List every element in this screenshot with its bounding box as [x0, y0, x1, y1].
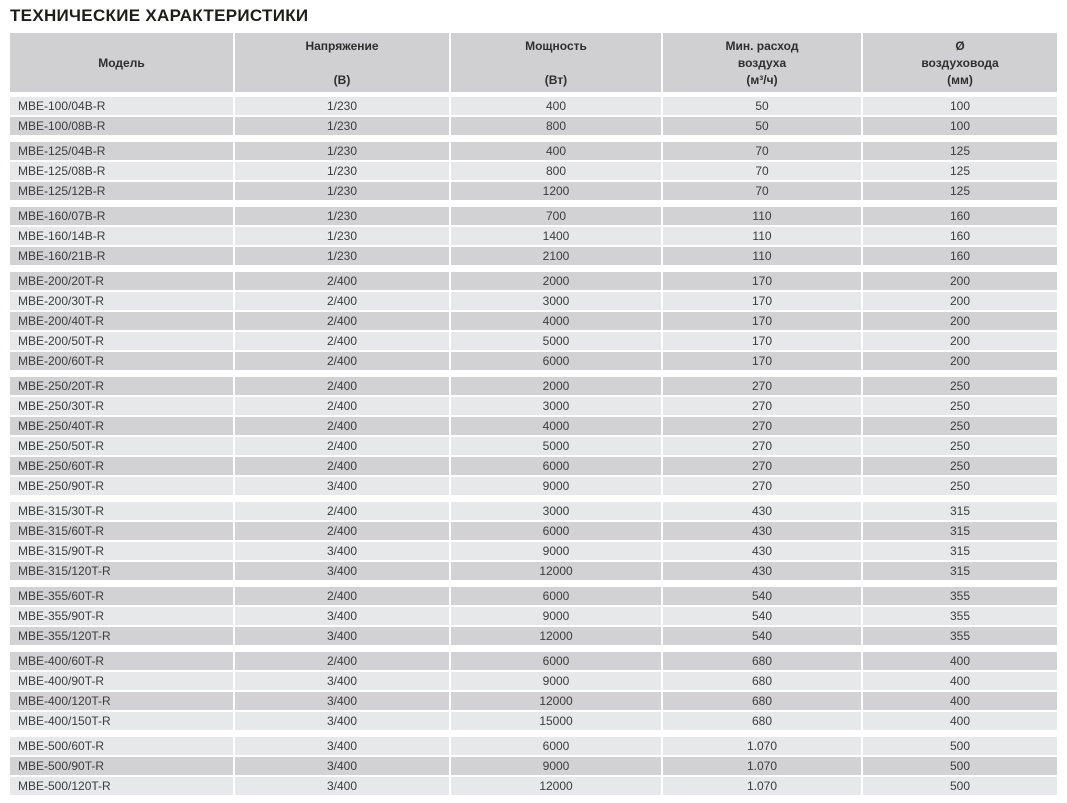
cell-airflow: 540	[663, 607, 861, 625]
cell-power: 6000	[451, 737, 661, 755]
cell-voltage: 3/400	[235, 757, 449, 775]
cell-power: 400	[451, 142, 661, 160]
table-row	[10, 457, 1057, 475]
model-group-MBE-160	[10, 207, 1057, 265]
cell-power: 6000	[451, 522, 661, 540]
cell-voltage: 3/400	[235, 477, 449, 495]
cell-power: 5000	[451, 332, 661, 350]
spec-table	[10, 33, 1057, 795]
cell-power: 12000	[451, 562, 661, 580]
table-row	[10, 757, 1057, 775]
cell-power: 3000	[451, 292, 661, 310]
table-row	[10, 587, 1057, 605]
cell-diameter: 250	[863, 417, 1057, 435]
cell-power: 3000	[451, 502, 661, 520]
cell-voltage: 2/400	[235, 522, 449, 540]
cell-power: 9000	[451, 607, 661, 625]
cell-airflow: 680	[663, 672, 861, 690]
table-row	[10, 182, 1057, 200]
cell-voltage: 3/400	[235, 712, 449, 730]
cell-diameter: 125	[863, 182, 1057, 200]
cell-diameter: 160	[863, 227, 1057, 245]
cell-model: MBE-500/120T-R	[10, 777, 233, 795]
page-title: ТЕХНИЧЕСКИЕ ХАРАКТЕРИСТИКИ	[10, 6, 309, 25]
table-row	[10, 312, 1057, 330]
cell-model: MBE-355/60T-R	[10, 587, 233, 605]
cell-diameter: 200	[863, 312, 1057, 330]
cell-airflow: 540	[663, 587, 861, 605]
cell-airflow: 1.070	[663, 757, 861, 775]
table-row	[10, 477, 1057, 495]
table-row	[10, 437, 1057, 455]
cell-power: 4000	[451, 312, 661, 330]
cell-diameter: 355	[863, 627, 1057, 645]
cell-diameter: 125	[863, 162, 1057, 180]
cell-model: MBE-160/07B-R	[10, 207, 233, 225]
model-group-MBE-250	[10, 377, 1057, 495]
cell-power: 9000	[451, 477, 661, 495]
cell-airflow: 430	[663, 522, 861, 540]
cell-power: 12000	[451, 777, 661, 795]
cell-airflow: 170	[663, 292, 861, 310]
cell-airflow: 110	[663, 207, 861, 225]
cell-diameter: 315	[863, 562, 1057, 580]
cell-power: 5000	[451, 437, 661, 455]
cell-diameter: 355	[863, 607, 1057, 625]
table-row	[10, 737, 1057, 755]
cell-diameter: 315	[863, 502, 1057, 520]
column-header-power	[451, 33, 661, 92]
table-row	[10, 227, 1057, 245]
cell-voltage: 1/230	[235, 182, 449, 200]
cell-diameter: 250	[863, 457, 1057, 475]
table-row	[10, 207, 1057, 225]
cell-voltage: 1/230	[235, 247, 449, 265]
header-label: Напряжение	[305, 38, 379, 53]
cell-power: 1400	[451, 227, 661, 245]
cell-airflow: 270	[663, 397, 861, 415]
cell-model: MBE-355/120T-R	[10, 627, 233, 645]
cell-diameter: 315	[863, 522, 1057, 540]
cell-airflow: 70	[663, 142, 861, 160]
model-group-MBE-125	[10, 142, 1057, 200]
cell-airflow: 430	[663, 502, 861, 520]
cell-diameter: 400	[863, 672, 1057, 690]
cell-voltage: 2/400	[235, 652, 449, 670]
cell-diameter: 400	[863, 712, 1057, 730]
cell-model: MBE-400/120T-R	[10, 692, 233, 710]
cell-airflow: 170	[663, 332, 861, 350]
cell-airflow: 270	[663, 417, 861, 435]
cell-power: 2100	[451, 247, 661, 265]
column-header-model	[10, 33, 233, 92]
cell-model: MBE-100/04B-R	[10, 97, 233, 115]
cell-model: MBE-200/60T-R	[10, 352, 233, 370]
header-label: (В)	[333, 72, 351, 87]
cell-airflow: 270	[663, 377, 861, 395]
cell-model: MBE-315/30T-R	[10, 502, 233, 520]
cell-model: MBE-200/30T-R	[10, 292, 233, 310]
cell-airflow: 270	[663, 437, 861, 455]
cell-diameter: 200	[863, 292, 1057, 310]
cell-voltage: 3/400	[235, 777, 449, 795]
header-label: воздуховода	[921, 55, 999, 70]
cell-voltage: 3/400	[235, 607, 449, 625]
cell-diameter: 250	[863, 437, 1057, 455]
cell-airflow: 170	[663, 352, 861, 370]
cell-power: 9000	[451, 757, 661, 775]
cell-airflow: 70	[663, 162, 861, 180]
cell-power: 4000	[451, 417, 661, 435]
table-row	[10, 397, 1057, 415]
table-row	[10, 377, 1057, 395]
cell-model: MBE-200/20T-R	[10, 272, 233, 290]
cell-model: MBE-250/20T-R	[10, 377, 233, 395]
cell-voltage: 2/400	[235, 587, 449, 605]
cell-airflow: 270	[663, 457, 861, 475]
table-row	[10, 417, 1057, 435]
header-label	[235, 54, 449, 71]
cell-voltage: 1/230	[235, 97, 449, 115]
table-row	[10, 777, 1057, 795]
cell-voltage: 1/230	[235, 117, 449, 135]
model-group-MBE-400	[10, 652, 1057, 730]
cell-power: 1200	[451, 182, 661, 200]
column-header-voltage	[235, 33, 449, 92]
cell-power: 6000	[451, 352, 661, 370]
table-row	[10, 692, 1057, 710]
cell-power: 6000	[451, 457, 661, 475]
table-row	[10, 332, 1057, 350]
cell-airflow: 170	[663, 272, 861, 290]
cell-diameter: 250	[863, 377, 1057, 395]
cell-model: MBE-500/60T-R	[10, 737, 233, 755]
table-row	[10, 292, 1057, 310]
cell-voltage: 3/400	[235, 562, 449, 580]
cell-diameter: 400	[863, 652, 1057, 670]
cell-voltage: 2/400	[235, 312, 449, 330]
cell-power: 9000	[451, 542, 661, 560]
cell-diameter: 100	[863, 97, 1057, 115]
cell-airflow: 170	[663, 312, 861, 330]
table-row	[10, 352, 1057, 370]
table-row	[10, 607, 1057, 625]
cell-voltage: 3/400	[235, 627, 449, 645]
cell-model: MBE-400/90T-R	[10, 672, 233, 690]
cell-diameter: 250	[863, 397, 1057, 415]
cell-model: MBE-125/12B-R	[10, 182, 233, 200]
cell-airflow: 110	[663, 227, 861, 245]
table-row	[10, 627, 1057, 645]
cell-voltage: 2/400	[235, 377, 449, 395]
cell-model: MBE-100/08B-R	[10, 117, 233, 135]
cell-voltage: 1/230	[235, 142, 449, 160]
table-row	[10, 272, 1057, 290]
table-row	[10, 97, 1057, 115]
cell-voltage: 2/400	[235, 457, 449, 475]
cell-airflow: 1.070	[663, 737, 861, 755]
cell-airflow: 50	[663, 117, 861, 135]
cell-diameter: 125	[863, 142, 1057, 160]
cell-airflow: 1.070	[663, 777, 861, 795]
cell-diameter: 200	[863, 332, 1057, 350]
cell-power: 400	[451, 97, 661, 115]
table-row	[10, 247, 1057, 265]
model-group-MBE-355	[10, 587, 1057, 645]
header-label: (м³/ч)	[746, 72, 778, 87]
cell-airflow: 430	[663, 542, 861, 560]
cell-power: 800	[451, 117, 661, 135]
cell-airflow: 70	[663, 182, 861, 200]
cell-model: MBE-500/90T-R	[10, 757, 233, 775]
header-label	[451, 54, 661, 71]
cell-model: MBE-250/40T-R	[10, 417, 233, 435]
cell-diameter: 315	[863, 542, 1057, 560]
table-row	[10, 712, 1057, 730]
cell-voltage: 3/400	[235, 692, 449, 710]
header-label: воздуха	[737, 55, 787, 70]
cell-airflow: 680	[663, 652, 861, 670]
header-label: Модель	[98, 55, 145, 70]
model-group-MBE-315	[10, 502, 1057, 580]
table-row	[10, 142, 1057, 160]
cell-voltage: 2/400	[235, 292, 449, 310]
cell-voltage: 2/400	[235, 397, 449, 415]
header-label: (мм)	[947, 72, 973, 87]
cell-airflow: 680	[663, 712, 861, 730]
cell-power: 6000	[451, 587, 661, 605]
cell-voltage: 1/230	[235, 227, 449, 245]
cell-model: MBE-400/150T-R	[10, 712, 233, 730]
cell-diameter: 160	[863, 247, 1057, 265]
table-row	[10, 562, 1057, 580]
header-label: Мин. расход	[725, 38, 799, 53]
table-header-row	[10, 33, 1057, 92]
cell-power: 12000	[451, 627, 661, 645]
model-group-MBE-500	[10, 737, 1057, 795]
cell-diameter: 200	[863, 272, 1057, 290]
cell-power: 800	[451, 162, 661, 180]
cell-model: MBE-200/50T-R	[10, 332, 233, 350]
cell-airflow: 430	[663, 562, 861, 580]
cell-voltage: 2/400	[235, 437, 449, 455]
cell-airflow: 680	[663, 692, 861, 710]
cell-voltage: 2/400	[235, 332, 449, 350]
cell-model: MBE-200/40T-R	[10, 312, 233, 330]
cell-power: 3000	[451, 397, 661, 415]
table-row	[10, 522, 1057, 540]
cell-model: MBE-160/21B-R	[10, 247, 233, 265]
cell-power: 12000	[451, 692, 661, 710]
cell-model: MBE-315/60T-R	[10, 522, 233, 540]
cell-voltage: 3/400	[235, 542, 449, 560]
cell-voltage: 2/400	[235, 417, 449, 435]
header-label: Мощность	[525, 38, 587, 53]
cell-model: MBE-125/08B-R	[10, 162, 233, 180]
model-group-MBE-200	[10, 272, 1057, 370]
cell-diameter: 160	[863, 207, 1057, 225]
cell-voltage: 1/230	[235, 207, 449, 225]
table-body	[10, 97, 1057, 795]
cell-airflow: 540	[663, 627, 861, 645]
cell-power: 6000	[451, 652, 661, 670]
cell-model: MBE-315/90T-R	[10, 542, 233, 560]
cell-diameter: 200	[863, 352, 1057, 370]
cell-voltage: 1/230	[235, 162, 449, 180]
cell-airflow: 50	[663, 97, 861, 115]
column-header-airflow	[663, 33, 861, 92]
cell-diameter: 250	[863, 477, 1057, 495]
cell-diameter: 400	[863, 692, 1057, 710]
cell-airflow: 270	[663, 477, 861, 495]
cell-power: 2000	[451, 377, 661, 395]
table-row	[10, 652, 1057, 670]
cell-voltage: 2/400	[235, 352, 449, 370]
cell-power: 15000	[451, 712, 661, 730]
column-header-diameter	[863, 33, 1057, 92]
table-row	[10, 502, 1057, 520]
header-label: (Вт)	[544, 72, 568, 87]
table-row	[10, 672, 1057, 690]
cell-model: MBE-160/14B-R	[10, 227, 233, 245]
cell-voltage: 3/400	[235, 737, 449, 755]
cell-model: MBE-250/50T-R	[10, 437, 233, 455]
cell-voltage: 2/400	[235, 272, 449, 290]
table-row	[10, 117, 1057, 135]
cell-model: MBE-125/04B-R	[10, 142, 233, 160]
cell-model: MBE-250/60T-R	[10, 457, 233, 475]
cell-voltage: 2/400	[235, 502, 449, 520]
cell-voltage: 3/400	[235, 672, 449, 690]
cell-power: 9000	[451, 672, 661, 690]
table-row	[10, 542, 1057, 560]
cell-diameter: 500	[863, 777, 1057, 795]
cell-model: MBE-400/60T-R	[10, 652, 233, 670]
cell-airflow: 110	[663, 247, 861, 265]
cell-model: MBE-250/30T-R	[10, 397, 233, 415]
cell-diameter: 355	[863, 587, 1057, 605]
table-row	[10, 162, 1057, 180]
cell-diameter: 100	[863, 117, 1057, 135]
cell-model: MBE-355/90T-R	[10, 607, 233, 625]
cell-diameter: 500	[863, 737, 1057, 755]
cell-model: MBE-315/120T-R	[10, 562, 233, 580]
cell-power: 700	[451, 207, 661, 225]
cell-model: MBE-250/90T-R	[10, 477, 233, 495]
header-label: Ø	[955, 38, 965, 53]
model-group-MBE-100	[10, 97, 1057, 135]
cell-power: 2000	[451, 272, 661, 290]
cell-diameter: 500	[863, 757, 1057, 775]
